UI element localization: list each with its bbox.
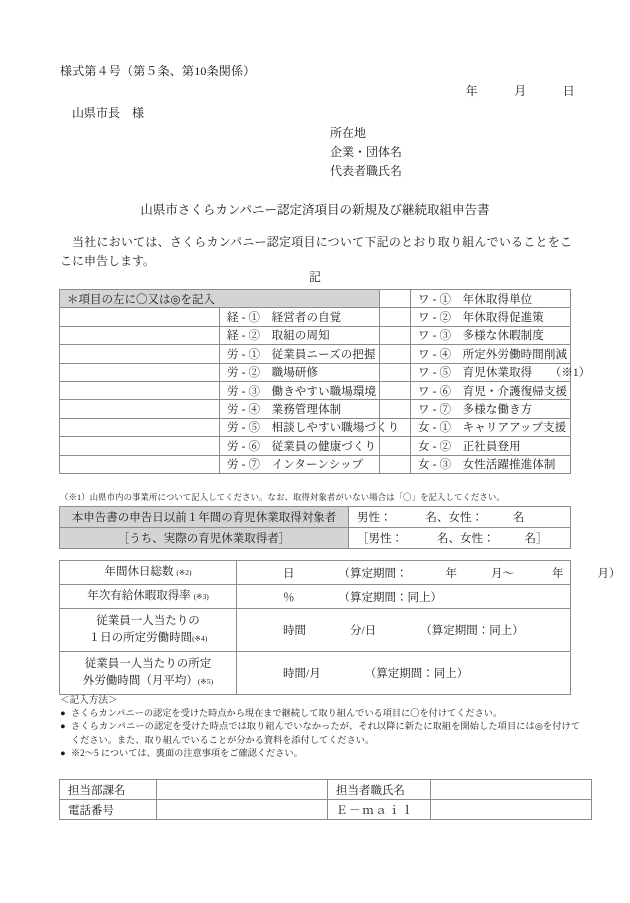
- stat-label-dailyhours-line1: 従業員一人当たりの: [96, 615, 200, 627]
- table-row: [60, 507, 571, 528]
- checkbox-cell-right-9[interactable]: [380, 455, 411, 473]
- addressee: 山県市長 様: [72, 106, 145, 120]
- contact-person-input[interactable]: [431, 780, 592, 800]
- childcare-eligible-label: 本申告書の申告日以前１年間の育児休業取得対象者: [60, 507, 349, 528]
- table-row: [60, 780, 592, 800]
- stat-unit2-dailyhours: 分/日: [350, 625, 377, 637]
- checklist-item-left-1: 経 - ② 取組の周知: [220, 326, 380, 344]
- table-row: [60, 308, 571, 326]
- checkbox-cell-left-3[interactable]: [60, 363, 220, 381]
- contact-phone-label: 電話番号: [60, 800, 157, 820]
- table-row: [60, 418, 571, 436]
- checklist-item-left-5: 労 - ④ 業務管理体制: [220, 400, 380, 418]
- contact-email-input[interactable]: [431, 800, 592, 820]
- stat-label-overtime-line2-wrap: [62, 673, 234, 690]
- checklist-item-right-7: 女 - ① キャリアアップ支援: [411, 418, 571, 436]
- instructions-title: ＜記入方法＞: [60, 695, 118, 706]
- checkbox-cell-right-2[interactable]: [380, 326, 411, 344]
- applicant-representative-label: 代表者職氏名: [330, 164, 403, 178]
- applicant-company-label: 企業・団体名: [330, 145, 403, 159]
- checklist-item-left-7: 労 - ⑥ 従業員の健康づくり: [220, 437, 380, 455]
- bullet-icon: ●: [60, 747, 66, 758]
- checklist-item-right-2: ワ - ③ 多様な休暇制度: [411, 326, 571, 344]
- childcare-actual-value[interactable]: [349, 528, 571, 549]
- list-item: [60, 747, 580, 760]
- instruction-text-3: ※2～5 については、裏面の注意事項をご確認ください。: [71, 747, 303, 758]
- stat-note-holidays: (※2): [176, 568, 192, 577]
- childcare-leave-table: [59, 506, 571, 549]
- table-row: [60, 381, 571, 399]
- checklist-item-right-6: ワ - ⑦ 多様な働き方: [411, 400, 571, 418]
- contact-phone-input[interactable]: [157, 800, 328, 820]
- checklist-instruction-header: ＊項目の左に〇又は◎を記入: [60, 290, 380, 308]
- stat-period-month1: 月～: [491, 567, 514, 580]
- checklist-body: [60, 290, 591, 474]
- childcare-female-label-0: 名、女性：: [425, 512, 483, 524]
- stat-note-paidleave: (※3): [193, 592, 209, 601]
- stat-period-year1: 年: [445, 567, 457, 580]
- stat-note-overtime: (※5): [197, 677, 214, 686]
- intro-text: 当社においては、さくらカンパニー認定項目について下記のとおり取り組んでいることをここに申告します。: [60, 235, 572, 268]
- childcare-female-label-1: 名、女性：: [437, 533, 495, 545]
- checkbox-cell-left-0[interactable]: [60, 308, 220, 326]
- stat-value-overtime[interactable]: [237, 652, 571, 695]
- table-row: [60, 345, 571, 363]
- checkbox-cell-right-3[interactable]: [380, 345, 411, 363]
- instruction-text-2: さくらカンパニーの認定を受けた時点では取り組んでいなかったが、それ以降に新たに取組を開始した項目には◎を付けてください。また、取り組んでいることが分かる資料を添付してください。: [71, 721, 580, 745]
- checkbox-cell-left-7[interactable]: [60, 437, 220, 455]
- list-item: [60, 720, 580, 746]
- stat-unit-holidays: 日: [283, 567, 295, 580]
- childcare-body: [60, 507, 571, 549]
- stat-period-dailyhours: （算定期間：同上）: [420, 625, 524, 637]
- checkbox-cell-left-6[interactable]: [60, 418, 220, 436]
- contact-body: [60, 780, 592, 820]
- date-day-label: 日: [562, 84, 575, 98]
- childcare-suffix-1: 名］: [524, 533, 548, 545]
- checklist-item-left-2: 労 - ① 従業員ニーズの把握: [220, 345, 380, 363]
- table-row: [60, 528, 571, 549]
- page-title: 山県市さくらカンパニー認定済項目の新規及び継続取組申告書: [140, 203, 490, 217]
- contact-department-input[interactable]: [157, 780, 328, 800]
- contact-table: [59, 779, 592, 820]
- checkbox-cell-left-2[interactable]: [60, 345, 220, 363]
- checkbox-cell-left-8[interactable]: [60, 455, 220, 473]
- instructions-block: [60, 694, 580, 760]
- checklist-item-right-8: 女 - ② 正社員登用: [411, 437, 571, 455]
- stat-label-paidleave: [60, 585, 237, 609]
- stat-value-paidleave[interactable]: [237, 585, 571, 609]
- stat-period-holidays: （算定期間：: [338, 567, 408, 580]
- statistics-table: [59, 560, 621, 695]
- bullet-icon: ●: [60, 708, 66, 719]
- table-row: [60, 609, 571, 652]
- checklist-item-left-0: 経 - ① 経営者の自覚: [220, 308, 380, 326]
- stat-value-holidays[interactable]: [237, 561, 621, 585]
- contact-department-label: 担当部課名: [60, 780, 157, 800]
- checklist-item-left-4: 労 - ③ 働きやすい職場環境: [220, 381, 380, 399]
- stat-unit-overtime: 時間/月: [283, 668, 321, 680]
- checkbox-cell-right-4[interactable]: [380, 363, 411, 381]
- childcare-male-label-0: 男性：: [357, 512, 392, 524]
- stat-period-paidleave: （算定期間：同上）: [338, 591, 442, 604]
- applicant-address-label: 所在地: [330, 126, 367, 140]
- childcare-suffix-0: 名: [513, 512, 525, 524]
- checklist-item-left-6: 労 - ⑤ 相談しやすい職場づくり: [220, 418, 380, 436]
- checkbox-cell-left-1[interactable]: [60, 326, 220, 344]
- checklist-item-left-8: 労 - ⑦ インターンシップ: [220, 455, 380, 473]
- checkbox-cell-left-4[interactable]: [60, 381, 220, 399]
- stat-label-overtime-line2: 外労働時間（月平均）: [82, 675, 198, 687]
- intro-paragraph: [60, 233, 572, 270]
- applicant-block: [330, 124, 402, 181]
- list-item: [60, 707, 580, 720]
- statistics-body: [60, 561, 621, 695]
- checklist-item-right-5: ワ - ⑥ 育児・介護復帰支援: [411, 381, 571, 399]
- checklist-header-row: [60, 290, 571, 308]
- table-row: [60, 561, 571, 585]
- checkbox-cell-right-8[interactable]: [380, 437, 411, 455]
- checkbox-cell-left-5[interactable]: [60, 400, 220, 418]
- stat-label-dailyhours: [60, 609, 237, 652]
- table-row: [60, 455, 571, 473]
- stat-period-month2: 月）: [597, 567, 621, 580]
- note-asterisk-1: （※1）山県市内の事業所について記入してください。なお、取得対象者がいない場合は「〇」を記入してください。: [60, 493, 505, 502]
- table-row: [60, 585, 571, 609]
- checkbox-cell-right-5[interactable]: [380, 381, 411, 399]
- table-row: [60, 437, 571, 455]
- stat-period-overtime: （算定期間：同上）: [364, 668, 469, 680]
- stat-unit-paidleave: ％: [283, 591, 295, 604]
- date-month-label: 月: [514, 84, 527, 98]
- stat-label-overtime: [60, 652, 237, 695]
- checklist-item-left-3: 労 - ② 職場研修: [220, 363, 380, 381]
- contact-email-label: Ｅ－ｍａｉｌ: [328, 800, 431, 820]
- contact-person-label: 担当者職氏名: [328, 780, 431, 800]
- stat-unit-dailyhours: 時間: [283, 625, 306, 637]
- instructions-list: [60, 707, 580, 760]
- stat-label-holidays: [60, 561, 237, 585]
- checkbox-cell-right-6[interactable]: [380, 400, 411, 418]
- checkbox-cell-right-1[interactable]: [380, 308, 411, 326]
- stat-value-dailyhours[interactable]: [237, 609, 571, 652]
- checklist-item-right-3: ワ - ④ 所定外労働時間削減: [411, 345, 571, 363]
- instruction-text-1: さくらカンパニーの認定を受けた時点から現在まで継続して取り組んでいる項目に〇を付けてください。: [71, 708, 503, 719]
- checklist-item-right-4: ワ - ⑤ 育児休業取得 （※1）: [411, 363, 571, 381]
- stat-label-overtime-line1: 従業員一人当たりの所定: [84, 658, 212, 670]
- form-number: 様式第４号（第５条、第10条関係）: [60, 64, 256, 78]
- stat-note-dailyhours: (※4): [192, 634, 208, 643]
- bullet-icon: ●: [60, 721, 66, 732]
- table-row: [60, 326, 571, 344]
- stat-label-dailyhours-line2-wrap: [62, 630, 234, 647]
- checklist-item-right-9: 女 - ③ 女性活躍推進体制: [411, 455, 571, 473]
- stat-label-dailyhours-line2: １日の所定労働時間: [88, 632, 193, 644]
- stat-period-year2: 年: [552, 567, 564, 580]
- stat-label-holidays-text: 年間休日総数: [104, 566, 174, 578]
- table-row: [60, 363, 571, 381]
- date-year-label: 年: [465, 84, 478, 98]
- childcare-actual-label: ［うち、実際の育児休業取得者］: [60, 528, 349, 549]
- childcare-eligible-value[interactable]: [349, 507, 571, 528]
- checklist-table: [59, 289, 591, 474]
- checkbox-cell-right-0[interactable]: [380, 290, 411, 308]
- childcare-male-label-1: ［男性：: [357, 533, 403, 545]
- table-row: [60, 800, 592, 820]
- ki-marker: 記: [308, 270, 321, 284]
- table-row: [60, 652, 571, 695]
- table-row: [60, 400, 571, 418]
- date-line: [466, 82, 575, 99]
- checklist-item-right-1: ワ - ② 年休取得促進策: [411, 308, 571, 326]
- checklist-item-right-0: ワ - ① 年休取得単位: [411, 290, 571, 308]
- stat-label-paidleave-text: 年次有給休暇取得率: [87, 590, 191, 602]
